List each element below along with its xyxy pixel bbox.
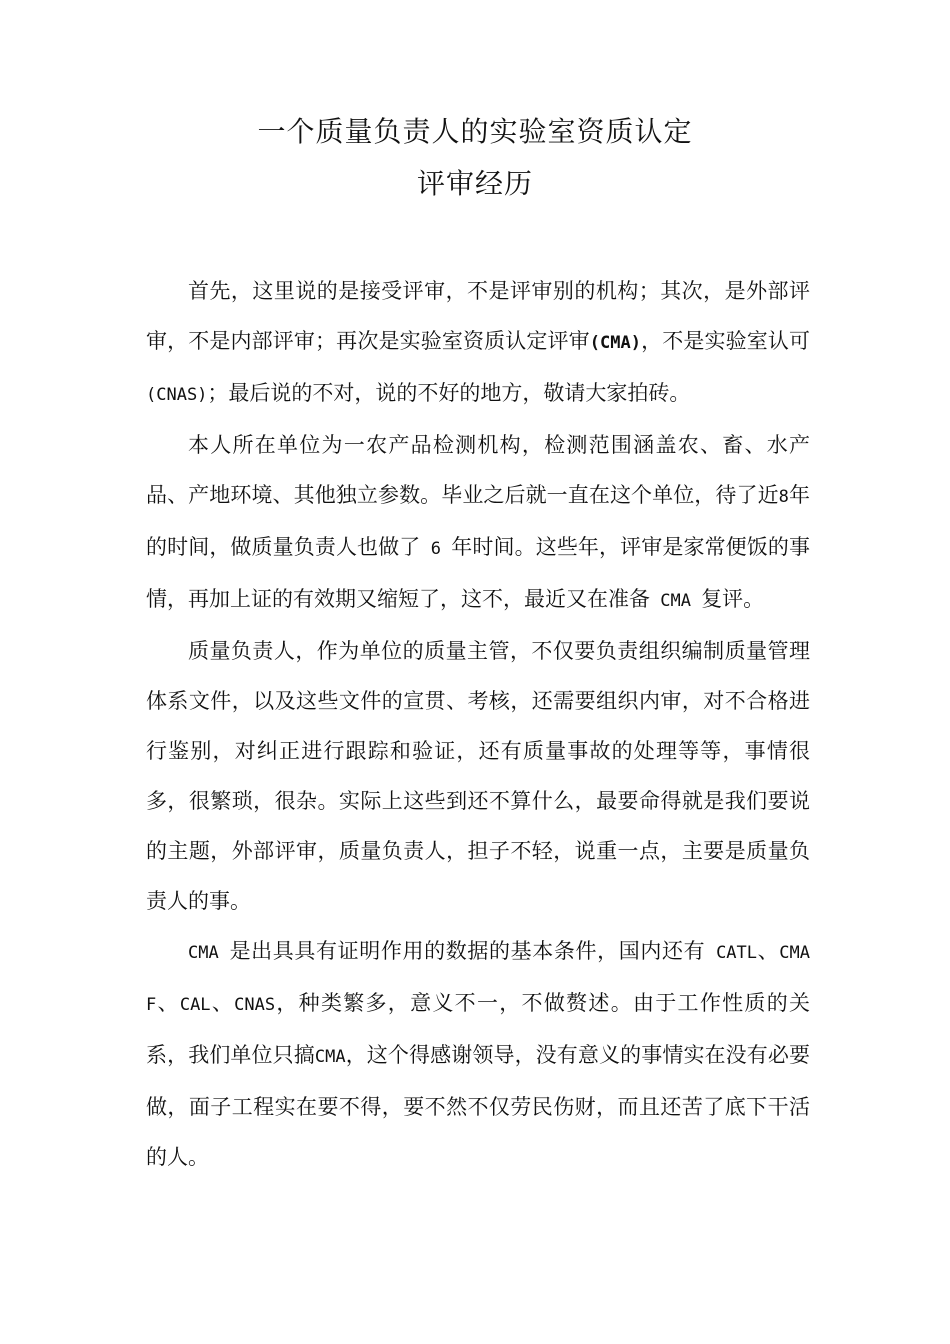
text-run: ，这个得感谢领导，没有意义的事情实在没有必要做，面子工程实在要不得，要不然不仅劳民伤财，而且还苦了底下干活的人。 (146, 1043, 810, 1169)
text-run-catl: CATL (705, 943, 758, 963)
text-run-cmaf: CMAF (146, 943, 810, 1015)
document-title-line-1: 一个质量负责人的实验室资质认定 (257, 115, 693, 148)
text-run-cma-bold: (CMA) (589, 333, 641, 353)
text-run: ，种类繁多，意义不一，不做赘述。由于工作性质的关系，我们单位只搞 (146, 991, 811, 1067)
text-run: 本人所在单位为一农产品检测机构，检测范围涵盖农、畜、水产品、产地环境、其他独立参数。毕业之后就一直在这个单位，待了近 (146, 433, 810, 507)
text-run: ，不是实验室认可 (640, 329, 811, 353)
text-run: 、 (210, 991, 235, 1015)
document-title-line-2: 评审经历 (416, 167, 533, 200)
text-run: 、 (156, 991, 180, 1015)
text-run-cal: CAL (179, 995, 211, 1015)
text-run-cnas: CNAS (234, 995, 276, 1015)
document-body (146, 266, 810, 1182)
paragraph-3 (146, 626, 810, 926)
text-run: 质量负责人，作为单位的质量主管，不仅要负责组织编制质量管理体系文件，以及这些文件的宣贯、考核，还需要组织内审，对不合格进行鉴别，对纠正进行跟踪和验证，还有质量事故的处理等等，事情很多，很繁琐，很杂。实际上这些到还不算什么，最要命得就是我们要说的主题，外部评审，质量负责人，担子不轻，说重一点，主要是质量负责人的事。 (146, 639, 810, 913)
paragraph-1 (146, 266, 810, 420)
text-run-cnas: (CNAS) (146, 385, 208, 405)
text-run-cma: CMA (314, 1047, 346, 1067)
text-run: 是出具具有证明作用的数据的基本条件，国内还有 (229, 939, 706, 963)
text-run: 年的时间，做质量负责人也做了 (146, 483, 811, 559)
text-run: 复评。 (701, 587, 765, 611)
text-run-number: 8 (778, 487, 789, 507)
text-run-cma: CMA (188, 943, 230, 963)
paragraph-2 (146, 420, 810, 626)
text-run-number: 6 (420, 539, 452, 559)
text-run: ；最后说的不对，说的不好的地方，敬请大家拍砖。 (207, 381, 691, 405)
text-run: 年时间。这些年，评审是家常便饭的事情，再加上证的有效期又缩短了，这不，最近又在准备 (146, 535, 810, 611)
text-run: 首先，这里说的是接受评审，不是评审别的机构；其次，是外部评审，不是内部评审；再次是实验室资质认定评审 (146, 279, 810, 353)
text-run: 、 (757, 939, 780, 963)
paragraph-4 (146, 926, 810, 1182)
text-run-cma: CMA (650, 591, 702, 611)
